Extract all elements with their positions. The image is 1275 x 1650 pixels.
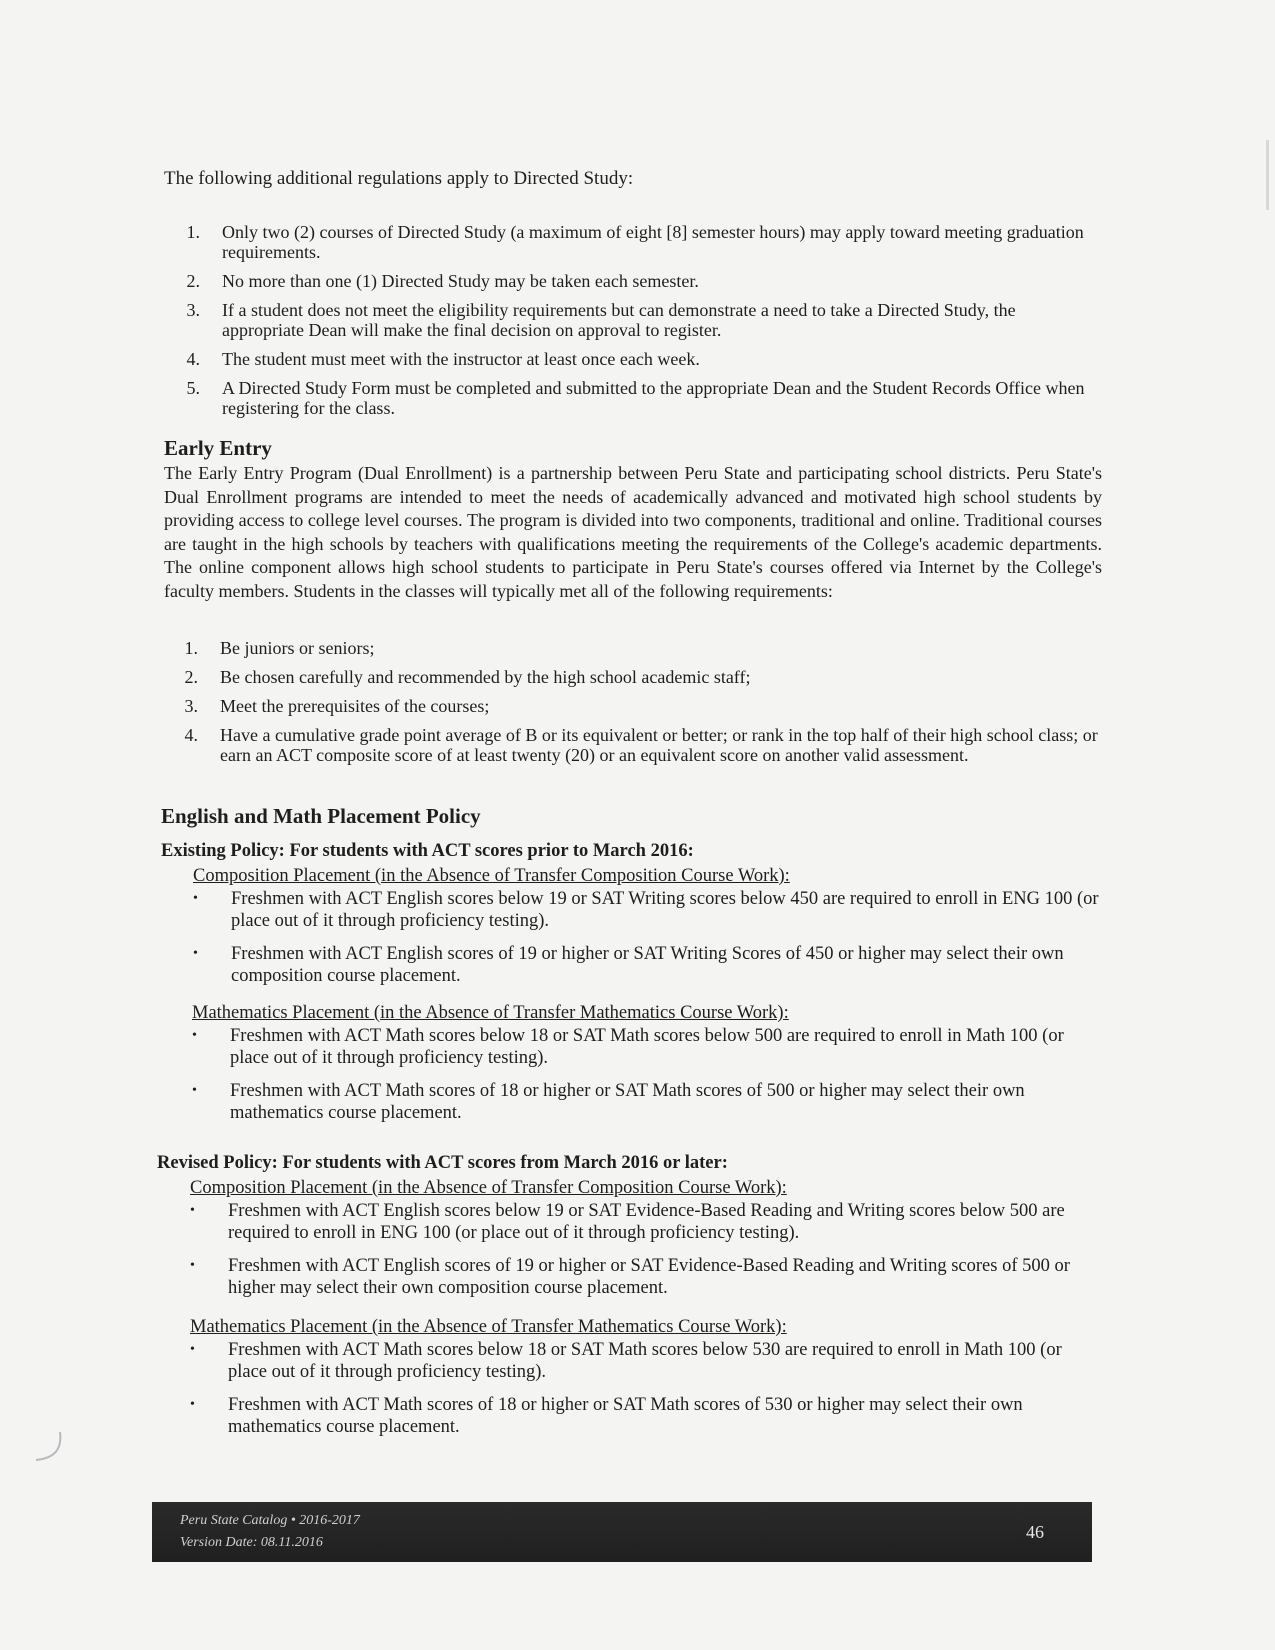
directed-study-intro: The following additional regulations apply to Directed Study: [164,168,634,189]
bullet-icon: • [190,1397,195,1412]
revised-composition-list [190,1200,1100,1310]
placement-policy-heading: English and Math Placement Policy [161,804,481,828]
list-item [192,1025,1102,1069]
list-item [170,349,1102,369]
item-text: If a student does not meet the eligibility requirements but can demonstrate a need to take a Directed Study, the appropriate Dean will make the final decision on approval to register. [222,300,1016,340]
list-item [168,696,1102,716]
existing-math-list [192,1025,1102,1135]
list-item [168,638,1102,658]
item-number: 2. [186,271,200,291]
item-text: Freshmen with ACT English scores below 19 or SAT Evidence-Based Reading and Writing scores below 500 are required to enroll in ENG 100 (or place out of it through proficiency testing). [228,1201,1065,1243]
list-item [168,667,1102,687]
list-item [170,271,1102,291]
bullet-icon: • [193,946,198,961]
item-text: A Directed Study Form must be completed and submitted to the appropriate Dean and the Student Records Office when registering for the class. [222,378,1085,418]
item-text: No more than one (1) Directed Study may be taken each semester. [222,271,699,291]
item-text: Freshmen with ACT Math scores of 18 or higher or SAT Math scores of 500 or higher may select their own mathematics course placement. [230,1081,1025,1123]
existing-policy-heading: Existing Policy: For students with ACT scores prior to March 2016: [161,841,694,861]
revised-math-list [190,1339,1100,1449]
list-item [170,378,1102,418]
item-text: Freshmen with ACT English scores of 19 or higher or SAT Evidence-Based Reading and Writing scores of 500 or higher may select their own composition course placement. [228,1256,1070,1298]
bullet-icon: • [190,1258,195,1273]
scan-mark-icon [30,1428,70,1468]
existing-composition-list [193,888,1103,998]
bullet-icon: • [192,1028,197,1043]
list-item [193,888,1103,932]
list-item [193,943,1103,987]
footer-catalog: Peru State Catalog • 2016-2017 [180,1513,360,1528]
item-text: Freshmen with ACT English scores of 19 or higher or SAT Writing Scores of 450 or higher may select their own composition course placement. [231,944,1064,986]
item-number: 3. [186,300,200,320]
revised-composition-heading: Composition Placement (in the Absence of Transfer Composition Course Work): [190,1178,787,1198]
item-text: Be chosen carefully and recommended by the high school academic staff; [220,667,751,687]
bullet-icon: • [192,1083,197,1098]
early-entry-heading: Early Entry [164,436,272,460]
bullet-icon: • [190,1203,195,1218]
item-text: Freshmen with ACT Math scores below 18 or SAT Math scores below 530 are required to enroll in Math 100 (or place out of it through proficiency testing). [228,1340,1062,1382]
item-text: Freshmen with ACT English scores below 19 or SAT Writing scores below 450 are required to enroll in ENG 100 (or place out of it through proficiency testing). [231,889,1099,931]
existing-composition-heading: Composition Placement (in the Absence of Transfer Composition Course Work): [193,866,790,886]
item-text: Freshmen with ACT Math scores below 18 or SAT Math scores below 500 are required to enroll in Math 100 (or place out of it through proficiency testing). [230,1026,1064,1068]
directed-study-regulations [170,222,1102,427]
item-text: Only two (2) courses of Directed Study (a maximum of eight [8] semester hours) may apply toward meeting graduation requirements. [222,222,1084,262]
list-item [170,300,1102,340]
page-number: 46 [1026,1522,1044,1542]
item-number: 2. [184,667,198,687]
early-entry-requirements [168,638,1102,774]
footer-info [180,1510,360,1554]
revised-math-heading: Mathematics Placement (in the Absence of Transfer Mathematics Course Work): [190,1317,787,1337]
item-number: 5. [186,378,200,398]
item-text: Have a cumulative grade point average of B or its equivalent or better; or rank in the top half of their high school class; or earn an ACT composite score of at least twenty (20) or an equivalent score on another valid assessment. [220,725,1098,765]
item-text: Be juniors or seniors; [220,638,375,658]
list-item [170,222,1102,262]
item-number: 4. [184,725,198,745]
bullet-icon: • [190,1342,195,1357]
existing-math-heading: Mathematics Placement (in the Absence of Transfer Mathematics Course Work): [192,1003,789,1023]
scan-edge-line [1266,140,1269,210]
footer-version: Version Date: 08.11.2016 [180,1535,323,1550]
page-footer [152,1502,1092,1562]
list-item [190,1339,1100,1383]
list-item [190,1255,1100,1299]
revised-policy-heading: Revised Policy: For students with ACT scores from March 2016 or later: [157,1153,728,1173]
item-text: Meet the prerequisites of the courses; [220,696,490,716]
item-number: 3. [184,696,198,716]
list-item [192,1080,1102,1124]
bullet-icon: • [193,891,198,906]
item-text: Freshmen with ACT Math scores of 18 or higher or SAT Math scores of 530 or higher may select their own mathematics course placement. [228,1395,1023,1437]
list-item [190,1200,1100,1244]
item-number: 1. [186,222,200,242]
item-number: 1. [184,638,198,658]
list-item [190,1394,1100,1438]
item-text: The student must meet with the instructor at least once each week. [222,349,700,369]
early-entry-paragraph: The Early Entry Program (Dual Enrollment) is a partnership between Peru State and participating school districts. Peru State's Dual Enrollment programs are intended to meet the needs of academically advanced and motivated high school students by providing access to college level courses. The program is divided into two components, traditional and online. Traditional courses are taught in the high schools by teachers with qualifications meeting the requirements of the College's academic departments. The online component allows high school students to participate in Peru State's courses offered via Internet by the College's faculty members. Students in the classes will typically met all of the following requirements: [164,463,1102,601]
item-number: 4. [186,349,200,369]
list-item [168,725,1102,765]
